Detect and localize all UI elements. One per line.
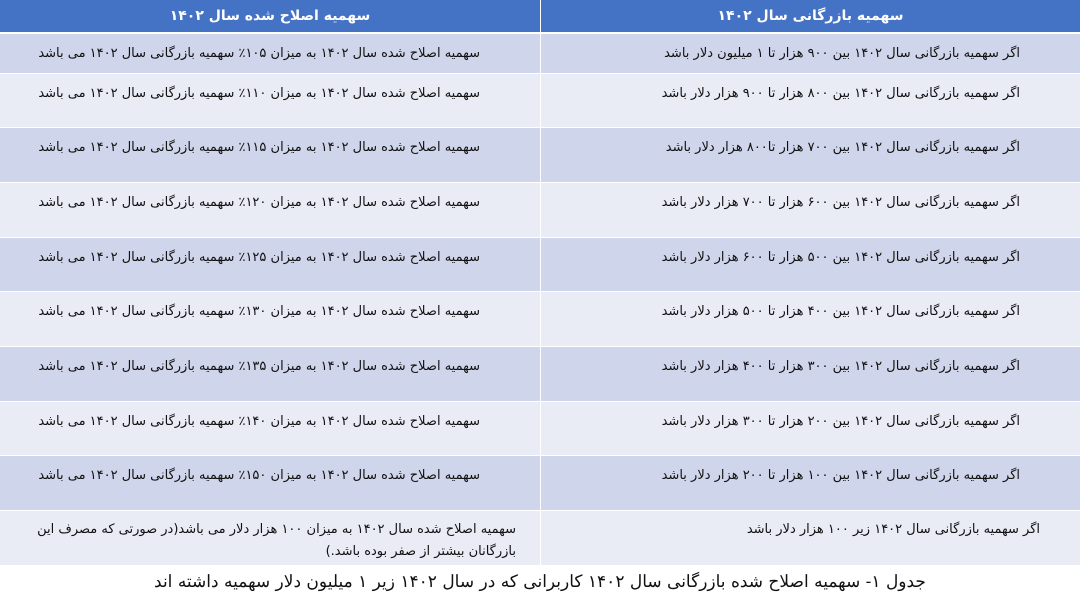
trade-quota-cell: اگر سهمیه بازرگانی سال ۱۴۰۲ بین ۱۰۰ هزار تا ۲۰۰ هزار دلار باشد xyxy=(540,456,1080,510)
table-caption: جدول ۱- سهمیه اصلاح شده بازرگانی سال ۱۴۰۲ کاربرانی که در سال ۱۴۰۲ زیر ۱ میلیون دلار سهمیه داشته اند xyxy=(154,572,926,592)
table-row xyxy=(0,34,1080,74)
adjusted-quota-cell: سهمیه اصلاح شده سال ۱۴۰۲ به میزان ۱۱۵٪ سهمیه بازرگانی سال ۱۴۰۲ می باشد xyxy=(38,140,480,155)
trade-quota-cell: اگر سهمیه بازرگانی سال ۱۴۰۲ بین ۵۰۰ هزار تا ۶۰۰ هزار دلار باشد xyxy=(540,238,1080,291)
header-adjusted-quota-1402: سهمیه اصلاح شده سال ۱۴۰۲ xyxy=(169,8,371,24)
table-row xyxy=(0,456,1080,511)
trade-quota-cell: اگر سهمیه بازرگانی سال ۱۴۰۲ بین ۷۰۰ هزار تا۸۰۰ هزار دلار باشد xyxy=(540,128,1080,182)
table-body xyxy=(0,34,1080,566)
adjusted-quota-cell: سهمیه اصلاح شده سال ۱۴۰۲ به میزان ۱۳۵٪ سهمیه بازرگانی سال ۱۴۰۲ می باشد xyxy=(38,359,480,374)
trade-quota-cell: اگر سهمیه بازرگانی سال ۱۴۰۲ زیر ۱۰۰ هزار دلار باشد xyxy=(540,511,1080,565)
adjusted-quota-cell: سهمیه اصلاح شده سال ۱۴۰۲ به میزان ۱۰۰ هزار دلار می باشد(در صورتی که مصرف این بازرگانان بیشتر از صفر بوده باشد.) xyxy=(37,522,516,559)
trade-quota-cell: اگر سهمیه بازرگانی سال ۱۴۰۲ بین ۴۰۰ هزار تا ۵۰۰ هزار دلار باشد xyxy=(540,292,1080,346)
trade-quota-cell: اگر سهمیه بازرگانی سال ۱۴۰۲ بین ۶۰۰ هزار تا ۷۰۰ هزار دلار باشد xyxy=(540,183,1080,237)
adjusted-quota-cell: سهمیه اصلاح شده سال ۱۴۰۲ به میزان ۱۲۰٪ سهمیه بازرگانی سال ۱۴۰۲ می باشد xyxy=(38,195,480,210)
table-row xyxy=(0,347,1080,402)
table-row xyxy=(0,292,1080,347)
adjusted-quota-cell: سهمیه اصلاح شده سال ۱۴۰۲ به میزان ۱۳۰٪ سهمیه بازرگانی سال ۱۴۰۲ می باشد xyxy=(38,304,480,319)
trade-quota-cell: اگر سهمیه بازرگانی سال ۱۴۰۲ بین ۹۰۰ هزار تا ۱ میلیون دلار باشد xyxy=(540,34,1080,73)
table-row xyxy=(0,74,1080,128)
table-row xyxy=(0,128,1080,183)
table-row xyxy=(0,183,1080,238)
table-row xyxy=(0,511,1080,566)
trade-quota-cell: اگر سهمیه بازرگانی سال ۱۴۰۲ بین ۸۰۰ هزار تا ۹۰۰ هزار دلار باشد xyxy=(540,74,1080,127)
table-header-row xyxy=(0,0,1080,34)
adjusted-quota-cell: سهمیه اصلاح شده سال ۱۴۰۲ به میزان ۱۱۰٪ سهمیه بازرگانی سال ۱۴۰۲ می باشد xyxy=(38,86,480,101)
adjusted-quota-cell: سهمیه اصلاح شده سال ۱۴۰۲ به میزان ۱۰۵٪ سهمیه بازرگانی سال ۱۴۰۲ می باشد xyxy=(38,46,480,61)
adjusted-quota-cell: سهمیه اصلاح شده سال ۱۴۰۲ به میزان ۱۲۵٪ سهمیه بازرگانی سال ۱۴۰۲ می باشد xyxy=(38,250,480,265)
header-trade-quota-1402: سهمیه بازرگانی سال ۱۴۰۲ xyxy=(540,0,1080,32)
table-row xyxy=(0,402,1080,456)
adjusted-quota-cell: سهمیه اصلاح شده سال ۱۴۰۲ به میزان ۱۵۰٪ سهمیه بازرگانی سال ۱۴۰۲ می باشد xyxy=(38,468,480,483)
trade-quota-cell: اگر سهمیه بازرگانی سال ۱۴۰۲ بین ۳۰۰ هزار تا ۴۰۰ هزار دلار باشد xyxy=(540,347,1080,401)
table-row xyxy=(0,238,1080,292)
trade-quota-cell: اگر سهمیه بازرگانی سال ۱۴۰۲ بین ۲۰۰ هزار تا ۳۰۰ هزار دلار باشد xyxy=(540,402,1080,455)
adjusted-quota-cell: سهمیه اصلاح شده سال ۱۴۰۲ به میزان ۱۴۰٪ سهمیه بازرگانی سال ۱۴۰۲ می باشد xyxy=(38,414,480,429)
